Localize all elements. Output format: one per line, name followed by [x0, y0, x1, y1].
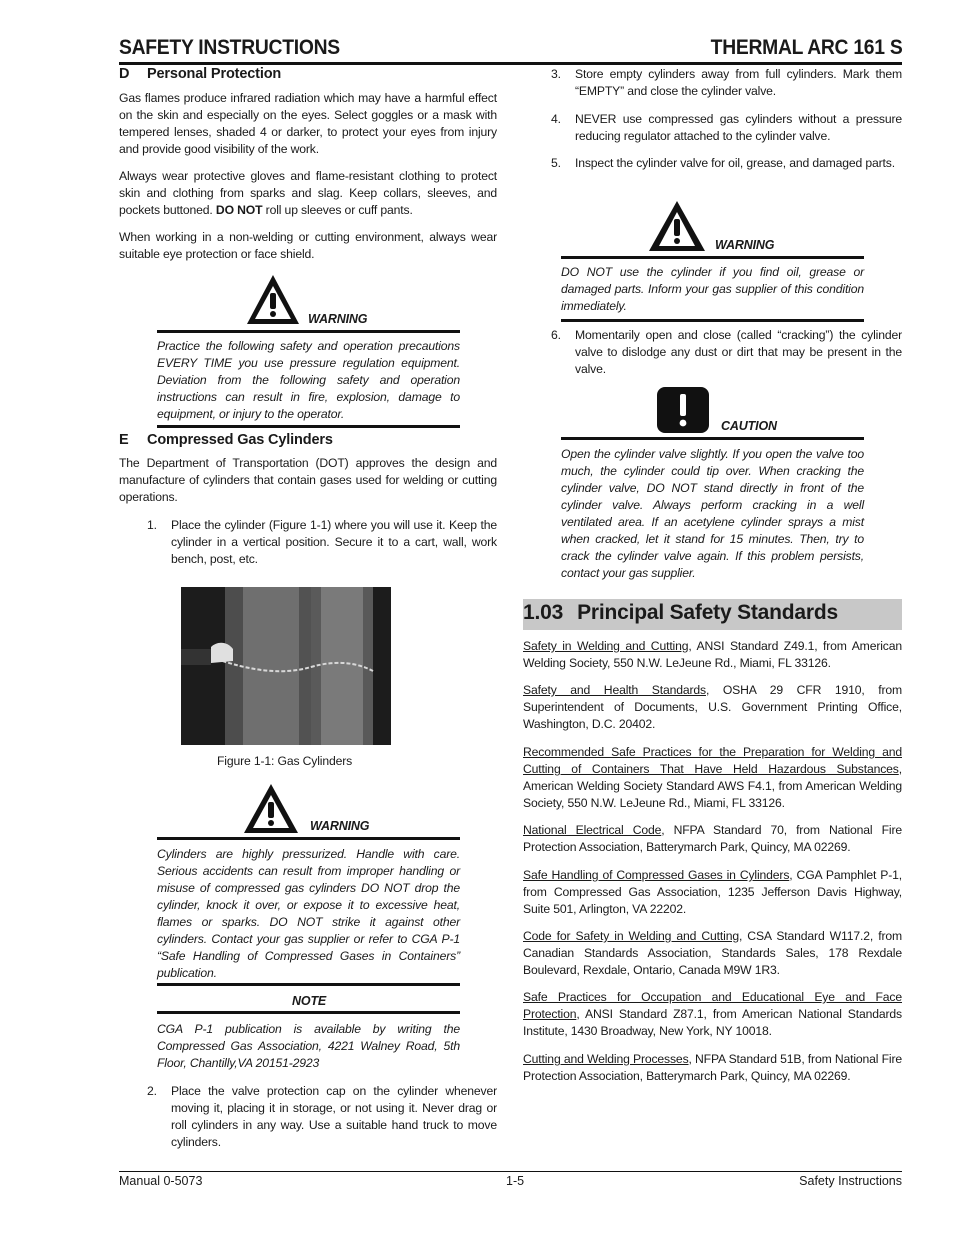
warning-label: WARNING — [715, 238, 775, 252]
list-text: Place the cylinder (Figure 1-1) where you will use it. Keep the cylinder in a vertical position. Secure it to a cart, wall, work bench, post, etc. — [171, 518, 497, 566]
footer-manual-number: Manual 0-5073 — [119, 1174, 203, 1188]
list-text: Momentarily open and close (called “cracking”) the cylinder valve to dislodge any dust or dirt that may be present in the valve. — [575, 328, 902, 376]
standard-details: , ANSI Standard Z87.1, from American National Standards Institute, 1430 Broadway, New York, NY 10018. — [523, 1007, 902, 1038]
caution-top-rule — [561, 437, 864, 440]
standard-details: , NFPA Standard 70, from National Fire Protection Association, Batterymarch Park, Quincy, MA 02269. — [523, 823, 902, 854]
standards-title: Principal Safety Standards — [577, 601, 838, 624]
figure-caption: Figure 1-1: Gas Cylinders — [217, 754, 353, 768]
standard-title-link: Recommended Safe Practices for the Preparation for Welding and Cutting of Containers That Have Held Hazardous Substances — [523, 745, 902, 776]
note-label: NOTE — [292, 994, 327, 1008]
standard-details: , American Welding Society Standard AWS F4.1, from American Welding Society, 550 N.W. LeJeune Rd., Miami, FL 33126. — [523, 762, 902, 810]
standard-entry — [523, 822, 902, 856]
warning-top-rule — [561, 256, 864, 259]
standard-details: , ANSI Standard Z49.1, from American Welding Society, 550 N.W. LeJeune Rd., Miami, FL 33126. — [523, 639, 902, 670]
warning-text: DO NOT use the cylinder if you find oil, grease or damaged parts. Inform your gas supplier of this condition immediately. — [561, 265, 864, 313]
caution-text: Open the cylinder valve slightly. If you open the valve too much, the cylinder could tip over. When cracking the cylinder valve, DO NOT stand directly in front of the cylinder valve. Always perform cracking in a well ventilated area. If an acetylene cylinder sprays a mist when cracked, let it stand for 15 minutes. Then, try to crack the cylinder valve again. If this problem persists, contact your gas supplier. — [561, 447, 864, 580]
warning-triangle-icon — [647, 198, 707, 254]
list-number: 2. — [147, 1084, 157, 1098]
standard-title-link: Safe Practices for Occupation and Educational Eye and Face Protection — [523, 990, 902, 1021]
section-d-p2-text: Always wear protective gloves and flame-resistant clothing to protect skin and clothing from sparks and slag. Keep collars, sleeves, and pockets buttoned. — [119, 169, 497, 217]
standard-details: , NFPA Standard 51B, from National Fire Protection Association, Batterymarch Park, Quincy, MA 02269. — [523, 1052, 902, 1083]
list-number: 6. — [551, 328, 561, 342]
list-text: Place the valve protection cap on the cylinder whenever moving it, placing it in storage, or not using it. Never drag or roll cylinders in any way. Use a suitable hand truck to move cylinders. — [171, 1084, 497, 1149]
section-d-title: Personal Protection — [147, 66, 282, 82]
standard-entry — [523, 928, 902, 979]
section-e-letter: E — [119, 432, 129, 448]
standard-entry — [523, 989, 902, 1040]
section-e-title: Compressed Gas Cylinders — [147, 432, 333, 448]
warning-label: WARNING — [310, 819, 370, 833]
warning-box-oil — [561, 238, 864, 324]
section-d-p2-tail: roll up sleeves or cuff pants. — [265, 203, 413, 217]
caution-exclamation-icon — [655, 385, 711, 435]
standard-entry — [523, 867, 902, 918]
footer-page-number: 1-5 — [506, 1174, 525, 1188]
warning-bottom-rule — [157, 983, 460, 986]
standard-entry — [523, 638, 902, 672]
header-rule — [119, 62, 902, 65]
caution-label: CAUTION — [721, 419, 777, 433]
warning-triangle-icon — [245, 272, 301, 327]
list-text: Inspect the cylinder valve for oil, grease, and damaged parts. — [575, 156, 895, 170]
note-rule — [157, 1011, 460, 1014]
note-text: CGA P-1 publication is available by writing the Compressed Gas Association, 4221 Walney Road, 5th Floor, Chantilly,VA 20151-2923 — [157, 1022, 460, 1070]
warning-text: Cylinders are highly pressurized. Handle with care. Serious accidents can result from improper handling or misuse of compressed gas cylinders DO NOT drop the cylinder, knock it over, or expose it to excessive heat, flames or sparks. DO NOT strike it against other cylinders. Contact your gas supplier or refer to CGA P-1 “Safe Handling of Compressed Gases in Containers” publication. — [157, 847, 460, 980]
section-d-p2-emphasis: DO NOT — [215, 203, 263, 217]
section-d-paragraph-2 — [119, 168, 497, 219]
list-text: Store empty cylinders away from full cylinders. Mark them “EMPTY” and close the cylinder valve. — [575, 67, 902, 98]
list-number: 5. — [551, 156, 561, 170]
warning-bottom-rule — [157, 425, 460, 428]
warning-top-rule — [157, 330, 460, 333]
standards-number: 1.03 — [523, 601, 564, 624]
standard-details: , CSA Standard W117.2, from Canadian Standards Association, Standards Sales, 178 Rexdale Boulevard, Rexdale, Ontario, Canada M9W 1R3. — [523, 929, 902, 977]
standard-title-link: National Electrical Code — [523, 823, 662, 837]
warning-text: Practice the following safety and operation precautions EVERY TIME you use pressure regulation equipment. Deviation from the following safety and operation instructions can result in fire, explosion, damage to equipment, or injury to the operator. — [157, 339, 460, 421]
list-number: 4. — [551, 112, 561, 126]
section-d-paragraph-1: Gas flames produce infrared radiation which may have a harmful effect on the skin and especially on the eyes. Select goggles or a mask with tempered lenses, shaded 4 or darker, to protect your eyes from injury and provide good visibility of the work. — [119, 91, 497, 156]
list-text: NEVER use compressed gas cylinders without a pressure reducing regulator attached to the cylinder valve. — [575, 112, 902, 143]
caution-box — [561, 419, 864, 587]
section-e-paragraph: The Department of Transportation (DOT) approves the design and manufacture of cylinders that contain gases used for welding or cutting operations. — [119, 456, 497, 504]
warning-bottom-rule — [561, 319, 864, 322]
product-title: THERMAL ARC 161 S — [710, 36, 902, 59]
list-number: 3. — [551, 67, 561, 81]
standard-details: , OSHA 29 CFR 1910, from Superintendent of Documents, U.S. Government Printing Office, Washington, D.C. 20402. — [523, 683, 903, 731]
standards-heading — [523, 601, 838, 625]
standard-entry — [523, 682, 902, 733]
standard-title-link: Safety in Welding and Cutting — [523, 639, 689, 653]
section-d-paragraph-3: When working in a non-welding or cutting environment, always wear suitable eye protection or face shield. — [119, 230, 497, 261]
standard-title-link: Safety and Health Standards — [523, 683, 706, 697]
footer-section-name: Safety Instructions — [799, 1174, 902, 1188]
standard-details: , CGA Pamphlet P-1, from Compressed Gas Association, 1235 Jefferson Davis Highway, Suite 501, Arlington, VA 22202. — [523, 868, 902, 916]
warning-top-rule — [157, 837, 460, 840]
standard-title-link: Safe Handling of Compressed Gases in Cylinders — [523, 868, 790, 882]
standard-title-link: Cutting and Welding Processes — [523, 1052, 689, 1066]
section-d-letter: D — [119, 66, 130, 82]
warning-box-cylinders — [157, 819, 460, 987]
warning-triangle-icon — [242, 781, 300, 836]
warning-label: WARNING — [308, 312, 368, 326]
standard-entry — [523, 1051, 902, 1085]
footer-rule — [119, 1171, 902, 1172]
standard-title-link: Code for Safety in Welding and Cutting — [523, 929, 739, 943]
list-number: 1. — [147, 518, 157, 532]
page-header-title: SAFETY INSTRUCTIONS — [119, 36, 340, 59]
gas-cylinders-photo — [181, 587, 391, 745]
warning-box-pressure — [157, 312, 460, 430]
section-d-heading — [119, 66, 497, 83]
section-e-heading — [119, 432, 497, 449]
standard-entry — [523, 744, 902, 812]
note-box — [157, 993, 460, 1073]
